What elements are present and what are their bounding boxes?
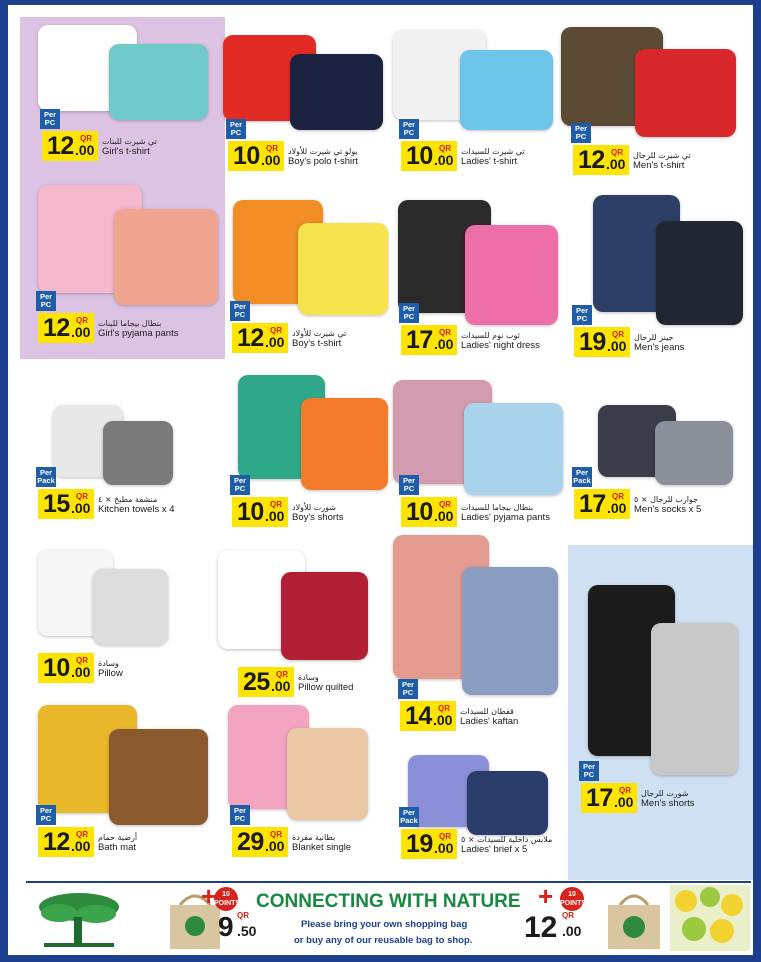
product-labels <box>98 319 178 339</box>
price-integer: 19 <box>579 328 606 356</box>
unit-badge: Per PC <box>579 761 599 781</box>
quilted-pillow-image-part-b <box>281 572 368 660</box>
unit-badge: Per PC <box>226 119 246 139</box>
price-integer: 12 <box>43 828 70 856</box>
price-tag <box>401 497 457 527</box>
flyer-page <box>8 5 753 955</box>
product-name-arabic: بنطال بيجاما للسيدات <box>461 503 534 512</box>
price-decimals: .00 <box>265 838 285 854</box>
kitchen-towels-image <box>53 405 173 485</box>
price-decimals: .00 <box>606 156 626 172</box>
price-tag <box>232 827 288 857</box>
product-name-arabic: جوارب للرجال × ٥ <box>634 495 699 504</box>
price-tag <box>581 783 637 813</box>
pyjama-pants-image <box>38 185 218 305</box>
price-decimals: .00 <box>614 794 634 810</box>
bath-mat-image <box>38 705 208 825</box>
unit-badge: Per PC <box>398 679 418 699</box>
price-currency: QR <box>76 492 88 501</box>
price-tag <box>42 131 98 161</box>
price-tag <box>232 323 288 353</box>
price-currency: QR <box>80 134 92 143</box>
product-name-english: Blanket single <box>292 842 352 853</box>
product-name-english: Ladies' kaftan <box>460 716 519 727</box>
price-currency: QR <box>270 830 282 839</box>
price-tag <box>574 327 630 357</box>
price-decimals: .00 <box>71 838 91 854</box>
price-currency: QR <box>270 500 282 509</box>
product-labels <box>98 495 175 515</box>
product-name-english: Boy's t-shirt <box>292 338 342 349</box>
bag-price-large-dec: .00 <box>562 923 582 939</box>
ladies-tshirt-image-part-b <box>460 50 553 130</box>
footer-title: CONNECTING WITH NATURE <box>256 891 521 912</box>
girls-tshirt-image <box>38 25 208 120</box>
product-name-arabic: تي شيرت للبنات <box>102 137 157 146</box>
price-integer: 29 <box>237 828 264 856</box>
price-tag <box>38 489 94 519</box>
product-labels <box>633 151 691 171</box>
price-currency: QR <box>76 830 88 839</box>
unit-badge: Per PC <box>230 301 250 321</box>
unit-badge: Per PC <box>572 305 592 325</box>
product-labels <box>292 833 351 853</box>
plus-icon-2: + <box>538 881 554 911</box>
product-name-english: Boy's polo t-shirt <box>288 156 358 167</box>
price-integer: 12 <box>237 324 264 352</box>
reusable-bag-icon <box>604 889 664 951</box>
product-labels <box>461 147 525 167</box>
unit-badge: Per PC <box>36 805 56 825</box>
price-integer: 10 <box>43 654 70 682</box>
product-name-arabic: منشفة مطبخ × ٤ <box>98 495 158 504</box>
product-name-arabic: ثوب نوم للسيدات <box>461 331 520 340</box>
mens-tshirt-image-part-b <box>635 49 737 137</box>
product-name-english: Men's jeans <box>634 342 685 353</box>
price-decimals: .00 <box>433 712 453 728</box>
price-integer: 10 <box>406 142 433 170</box>
price-currency: QR <box>612 330 624 339</box>
product-name-english: Men's socks x 5 <box>634 504 702 515</box>
product-name-arabic: أرضية حمام <box>98 833 138 842</box>
unit-badge: Per PC <box>230 475 250 495</box>
product-name-english: Kitchen towels x 4 <box>98 504 175 515</box>
price-tag <box>238 667 294 697</box>
bag-price-dec: .50 <box>237 923 257 939</box>
price-decimals: .00 <box>71 664 91 680</box>
blanket-image <box>228 705 368 820</box>
footer-line-2: or buy any of our reusable bag to shop. <box>294 935 473 946</box>
product-name-arabic: تي شيرت للرجال <box>633 151 691 160</box>
girls-tshirt-image-part-b <box>109 44 208 120</box>
lemons-icon <box>670 885 750 951</box>
product-labels <box>461 503 550 523</box>
price-decimals: .00 <box>271 678 291 694</box>
price-decimals: .00 <box>434 840 454 856</box>
price-currency: QR <box>276 670 288 679</box>
product-name-english: Girl's t-shirt <box>102 146 150 157</box>
product-name-arabic: تي شيرت للأولاد <box>292 329 347 338</box>
product-name-arabic: تي شيرت للسيدات <box>461 147 525 156</box>
price-currency: QR <box>438 704 450 713</box>
price-decimals: .00 <box>75 142 95 158</box>
polo-tshirt-image <box>223 35 383 130</box>
price-decimals: .00 <box>434 152 454 168</box>
product-name-english: Boy's shorts <box>292 512 344 523</box>
price-integer: 12 <box>43 314 70 342</box>
bag-price-large-cur: QR <box>562 911 574 920</box>
price-integer: 14 <box>405 702 432 730</box>
price-currency: QR <box>611 148 623 157</box>
price-tag <box>574 489 630 519</box>
product-name-arabic: ملابس داخلية للسيدات × ٥ <box>461 835 553 844</box>
price-currency: QR <box>439 328 451 337</box>
product-name-english: Ladies' brief x 5 <box>461 844 528 855</box>
product-labels <box>461 835 552 855</box>
price-integer: 17 <box>406 326 433 354</box>
price-currency: QR <box>439 144 451 153</box>
price-currency: QR <box>270 326 282 335</box>
price-decimals: .00 <box>261 152 281 168</box>
product-name-arabic: بنطال بيجاما للبنات <box>98 319 162 328</box>
price-integer: 17 <box>579 490 606 518</box>
price-tag <box>38 653 94 683</box>
product-labels <box>98 833 137 853</box>
price-integer: 10 <box>406 498 433 526</box>
product-name-english: Men's shorts <box>641 798 695 809</box>
price-integer: 19 <box>406 830 433 858</box>
boys-shorts-image <box>238 375 388 490</box>
kaftan-image-part-b <box>462 567 558 695</box>
price-integer: 25 <box>243 668 270 696</box>
price-decimals: .00 <box>434 336 454 352</box>
price-tag <box>401 325 457 355</box>
jeans-image <box>593 195 743 325</box>
product-name-english: Men's t-shirt <box>633 160 685 171</box>
price-integer: 15 <box>43 490 70 518</box>
product-name-english: Girl's pyjama pants <box>98 328 179 339</box>
plus-icon: + <box>201 881 217 911</box>
price-tag <box>38 313 94 343</box>
product-name-english: Pillow <box>98 668 123 679</box>
quilted-pillow-image <box>218 550 368 660</box>
blanket-image-part-b <box>287 728 368 820</box>
unit-badge: Per PC <box>571 123 591 143</box>
price-decimals: .00 <box>434 508 454 524</box>
socks-image-part-b <box>655 421 733 485</box>
pillow-image-part-b <box>93 569 168 645</box>
ladies-pyjama-image-part-b <box>464 403 563 495</box>
price-tag <box>232 497 288 527</box>
product-labels <box>298 673 353 693</box>
price-tag <box>401 829 457 859</box>
unit-badge: Per PC <box>230 805 250 825</box>
price-integer: 12 <box>578 146 605 174</box>
product-name-arabic: وسادة <box>98 659 119 668</box>
product-name-arabic: بطانية مفردة <box>292 833 336 842</box>
product-name-english: Pillow quilted <box>298 682 354 693</box>
unit-badge: Per PC <box>399 119 419 139</box>
price-decimals: .00 <box>71 500 91 516</box>
bag-price-small <box>218 911 257 943</box>
product-labels <box>641 789 695 809</box>
kitchen-towels-image-part-b <box>103 421 173 485</box>
price-tag <box>401 141 457 171</box>
price-tag <box>228 141 284 171</box>
price-currency: QR <box>76 656 88 665</box>
briefs-image-part-b <box>467 771 548 835</box>
price-tag <box>400 701 456 731</box>
price-integer: 10 <box>233 142 260 170</box>
price-decimals: .00 <box>265 508 285 524</box>
night-dress-image-part-b <box>465 225 558 325</box>
night-dress-image <box>398 200 558 325</box>
mens-tshirt-image <box>561 27 736 137</box>
product-labels <box>460 707 518 727</box>
footer-line-1: Please bring your own shopping bag <box>301 919 468 930</box>
mens-shorts-image <box>588 585 738 775</box>
product-name-english: Ladies' t-shirt <box>461 156 518 167</box>
product-name-arabic: وسادة <box>298 673 319 682</box>
price-currency: QR <box>439 500 451 509</box>
product-labels <box>292 503 343 523</box>
boys-tshirt-image-part-b <box>298 223 388 315</box>
points-badge-2: 10 POINTS <box>560 887 584 911</box>
product-labels <box>98 659 123 679</box>
product-name-arabic: جينز للرجال <box>634 333 674 342</box>
unit-badge: Per Pack <box>37 468 55 485</box>
price-tag <box>573 145 629 175</box>
bag-price-large <box>524 911 582 945</box>
price-decimals: .00 <box>265 334 285 350</box>
jeans-image-part-b <box>656 221 743 325</box>
price-currency: QR <box>439 832 451 841</box>
points-badge: 10 POINTS <box>214 887 238 911</box>
price-currency: QR <box>266 144 278 153</box>
price-decimals: .00 <box>71 324 91 340</box>
product-name-english: Bath mat <box>98 842 137 853</box>
price-currency: QR <box>76 316 88 325</box>
price-currency: QR <box>619 786 631 795</box>
unit-badge: Per Pack <box>573 468 591 485</box>
polo-tshirt-image-part-b <box>290 54 383 130</box>
product-labels <box>288 147 358 167</box>
product-name-arabic: قفطان للسيدات <box>460 707 514 716</box>
kaftan-image <box>393 535 558 695</box>
unit-badge: Per PC <box>40 109 60 129</box>
price-decimals: .00 <box>607 500 627 516</box>
boys-tshirt-image <box>233 200 388 315</box>
ladies-tshirt-image <box>393 30 553 130</box>
pillow-image <box>38 550 168 645</box>
unit-badge: Per PC <box>399 475 419 495</box>
bag-price-large-int: 12 <box>524 911 558 944</box>
price-tag <box>38 827 94 857</box>
footer-banner <box>26 881 751 955</box>
product-labels <box>292 329 346 349</box>
unit-badge: Per PC <box>399 303 419 323</box>
mens-shorts-image-part-b <box>651 623 738 775</box>
price-currency: QR <box>612 492 624 501</box>
bath-mat-image-part-b <box>109 729 208 825</box>
socks-image <box>598 405 733 485</box>
price-integer: 17 <box>586 784 613 812</box>
bag-price-int: 9 <box>218 911 234 942</box>
price-integer: 10 <box>237 498 264 526</box>
price-integer: 12 <box>47 132 74 160</box>
price-decimals: .00 <box>607 338 627 354</box>
boys-shorts-image-part-b <box>301 398 388 490</box>
product-name-arabic: شورت للأولاد <box>292 503 336 512</box>
pyjama-pants-image-part-b <box>114 209 218 305</box>
unit-badge: Per PC <box>36 291 56 311</box>
product-labels <box>634 495 701 515</box>
product-name-arabic: شورت للرجال <box>641 789 689 798</box>
briefs-image <box>408 755 548 835</box>
bag-price-cur: QR <box>237 911 249 920</box>
product-labels <box>634 333 684 353</box>
tree-icon <box>34 889 124 949</box>
product-name-arabic: بولو تي شيرت للأولاد <box>288 147 358 156</box>
product-labels <box>102 137 157 157</box>
product-name-english: Ladies' pyjama pants <box>461 512 550 523</box>
product-labels <box>461 331 540 351</box>
unit-badge: Per Pack <box>400 808 418 825</box>
product-name-english: Ladies' night dress <box>461 340 540 351</box>
